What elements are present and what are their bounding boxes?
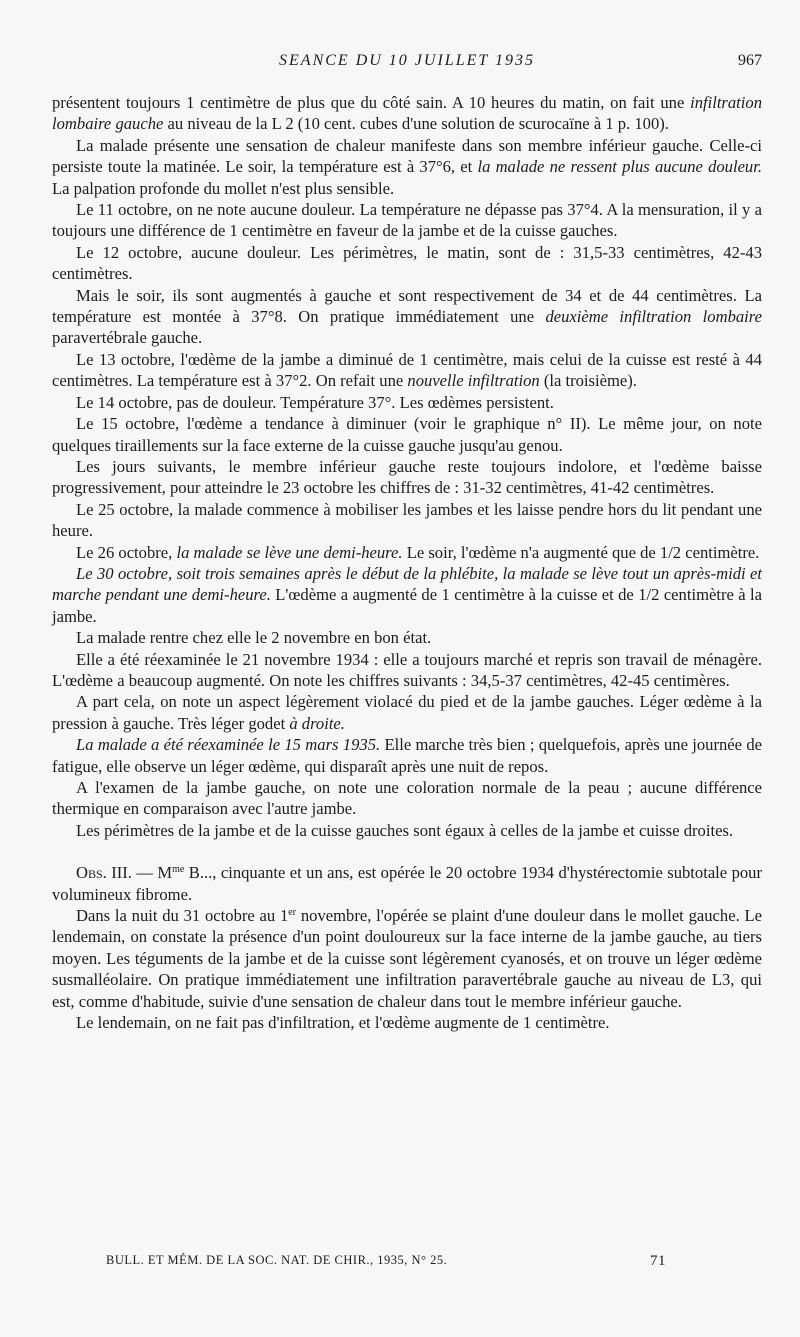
paragraph [52,456,762,499]
paragraph [52,563,762,627]
paragraph [52,1012,762,1033]
text-run: Le 11 octobre, on ne note aucune douleur. La température ne dépasse pas 37°4. A la mensuration, il y a toujours une différence de 1 centimètre en faveur de la jambe et de la cuisse gauches. [52,200,762,241]
text-run: Le 15 octobre, l'œdème a tendance à diminuer (voir le graphique n° II). Le même jour, on note quelques tiraillements sur la face externe de la cuisse gauche jusqu'au genou. [52,414,762,455]
italic-text: la malade ne ressent plus aucune douleur. [477,157,762,177]
page-footer [106,1253,666,1273]
text-run: Elle marche très bien ; quelquefois, après une journée de fatigue, elle observe un léger œdème, qui disparaît après une nuit de repos. [52,735,762,776]
text-run: La palpation profonde du mollet n'est plus sensible. [52,178,395,198]
italic-text: La malade a été réexaminée le 15 mars 1935. [76,735,381,755]
text-run: A part cela, on note un aspect légèrement violacé du pied et de la jambe gauches. Léger œdème à la pression à gauche. Très léger godet [52,692,762,733]
text-run: — M [131,863,173,883]
paragraph [52,542,762,563]
journal-citation: BULL. ET MÉM. DE LA SOC. NAT. DE CHIR., 1935, N° 25. [106,1253,448,1267]
italic-text: la malade se lève une demi-heure. [176,542,403,562]
page-number: 967 [738,52,762,69]
text-run: Le 26 octobre, [76,542,177,562]
paragraph [52,691,762,734]
paragraph [52,392,762,413]
text-run: Le 12 octobre, aucune douleur. Les périmètres, le matin, sont de : 31,5-33 centimètres, 42-43 centimètres. [52,242,762,284]
italic-text: infiltration lombaire gauche [52,93,762,134]
text-run: B..., cinquante et un ans, est opérée le 20 octobre 1934 d'hystérectomie subtotale pour volumineux fibrome. [52,863,762,904]
paragraph [52,199,762,242]
text-run: au niveau de la L 2 (10 cent. cubes d'une solution de scurocaïne à 1 p. 100). [163,114,669,134]
article-body [52,92,762,1033]
text-run: Elle a été réexaminée le 21 novembre 1934 : elle a toujours marché et repris son travail de ménagère. L'œdème a beaucoup augmenté. On note les chiffres suivants : 34,5-37 centimètres, 42-45 centimères. [52,649,762,690]
text-run: Dans la nuit du 31 octobre au 1 [76,906,289,926]
paragraph [52,285,762,349]
paragraph [52,627,762,648]
paragraph [52,649,762,692]
italic-text: Le 30 octobre, soit trois semaines après le début de la phlébite, la malade se lève tout un après-midi et marche pendant une demi-heure. [52,563,762,605]
paragraph [52,135,762,199]
text-run: paravertébrale gauche. [52,328,203,348]
italic-text: à droite. [289,713,345,733]
paragraph [52,820,762,841]
paragraph [52,349,762,392]
text-run: Le soir, l'œdème n'a augmenté que de 1/2 centimètre. [402,542,760,562]
paragraph [52,499,762,542]
text-run: Le lendemain, on ne fait pas d'infiltration, et l'œdème augmente de 1 centimètre. [76,1013,610,1033]
paragraph [52,905,762,1012]
italic-text: nouvelle infiltration [407,371,540,391]
paragraph [52,413,762,456]
paragraph [52,242,762,285]
sheet-number: 71 [650,1253,666,1269]
paragraph [52,862,762,905]
text-run: La malade rentre chez elle le 2 novembre en bon état. [76,628,432,648]
text-run: A l'examen de la jambe gauche, on note une coloration normale de la peau ; aucune différence thermique en comparaison avec l'autre jambe. [52,778,762,819]
running-header [52,52,762,76]
text-run: novembre, l'opérée se plaint d'une douleur dans le mollet gauche. Le lendemain, on constate la présence d'un point douloureux sur la face interne de la jambe gauche, au tiers moyen. Les téguments de la jambe et de la cuisse sont légèrement cyanosés, et on trouve un léger œdème susmalléolaire. On pratique immédiatement une infiltration paravertébrale gauche au niveau de L3, qui est, comme d'habitude, suivie d'une sensation de chaleur dans tout le membre inférieur gauche. [52,906,762,1011]
text-run: Obs. III. [76,863,132,883]
text-run: Mais le soir, ils sont augmentés à gauche et sont respectivement de 34 et de 44 centimètres. La température est montée à 37°8. On pratique immédiatement une [52,285,762,327]
paragraph [52,92,762,135]
text-run: Le 25 octobre, la malade commence à mobiliser les jambes et les laisse pendre hors du lit pendant une heure. [52,499,762,541]
text-run: Le 14 octobre, pas de douleur. Température 37°. Les œdèmes persistent. [76,392,554,412]
text-run: Le 13 octobre, l'œdème de la jambe a diminué de 1 centimètre, mais celui de la cuisse est resté à 44 centimètres. La température est à 37°2. On refait une [52,349,762,391]
text-run: présentent toujours 1 centimètre de plus que du côté sain. A 10 heures du matin, on fait une [52,93,691,112]
superscript: me [172,864,185,876]
text-run: La malade présente une sensation de chaleur manifeste dans son membre inférieur gauche. Celle-ci persiste toute la matinée. Le soir, la température est à 37°6, et [52,135,762,177]
header-title: SEANCE DU 10 JUILLET 1935 [279,52,535,69]
superscript: er [288,907,297,919]
paragraph [52,777,762,820]
text-run: Les périmètres de la jambe et de la cuisse gauches sont égaux à celles de la jambe et cuisse droites. [76,820,734,840]
italic-text: deuxième infiltration lombaire [545,307,762,327]
text-run: Les jours suivants, le membre inférieur gauche reste toujours indolore, et l'œdème baisse progressivement, pour atteindre le 23 octobre les chiffres de : 31-32 centimètres, 41-42 centimètres. [52,456,762,498]
paragraph [52,734,762,777]
text-run: L'œdème a augmenté de 1 centimètre à la cuisse et de 1/2 centimètre à la jambe. [52,585,762,626]
text-run: (la troisième). [539,371,637,391]
